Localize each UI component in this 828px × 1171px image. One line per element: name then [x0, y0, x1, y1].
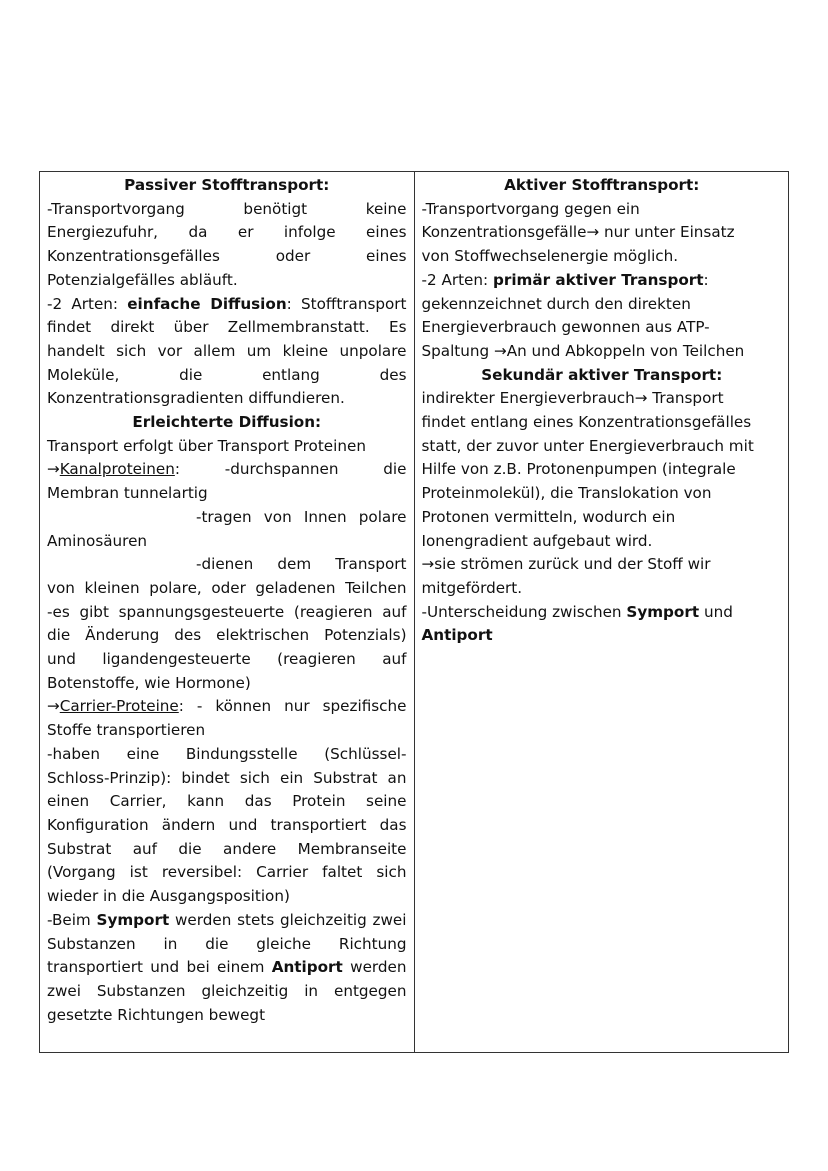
- text-line: findet entlang eines Konzentrationsgefälles: [421, 413, 752, 432]
- text-line: Aminosäuren: [47, 531, 148, 550]
- bold-term-primaer-aktiver-transport: primär aktiver Transport: [492, 270, 704, 289]
- text-line: gekennzeichnet durch den direkten: [421, 294, 691, 313]
- text-segment: und: [699, 602, 733, 621]
- text-line: Hilfe von z.B. Protonenpumpen (integrale: [421, 460, 736, 479]
- text-line: [422, 624, 783, 648]
- text-line: Substrat auf die andere Membranseite: [47, 839, 407, 858]
- text-line: Konzentrationsgradienten diffundieren.: [47, 389, 345, 408]
- text-segment: -Unterscheidung zwischen: [421, 602, 627, 621]
- text-line: Konzentrationsgefälles oder eines: [47, 247, 407, 266]
- bold-term-antiport: Antiport: [271, 958, 343, 977]
- bold-term-symport: Symport: [626, 602, 700, 621]
- text-line: indirekter Energieverbrauch→ Transport: [421, 389, 724, 408]
- text-line: Proteinmolekül), die Translokation von: [421, 484, 712, 503]
- text-line: Potenzialgefälles abläuft.: [47, 270, 238, 289]
- active-transport-column: [415, 172, 789, 1052]
- text-line: mitgefördert.: [421, 578, 523, 597]
- text-line: Konzentrationsgefälle→ nur unter Einsatz: [421, 223, 735, 242]
- text-segment: :: [703, 270, 709, 289]
- active-transport-heading: Aktiver Stofftransport:: [504, 176, 700, 194]
- text-line: Konfiguration ändern und transportiert das: [47, 815, 407, 834]
- passive-transport-column: [40, 172, 415, 1052]
- text-line: Ionengradient aufgebaut wird.: [421, 531, 653, 550]
- text-segment: -2 Arten:: [421, 270, 493, 289]
- text-line: (Vorgang ist reversibel: Carrier faltet sich: [47, 863, 407, 882]
- text-segment: : Stofftransport: [286, 294, 407, 313]
- text-line: gesetzte Richtungen bewegt: [47, 1005, 266, 1024]
- text-line: findet direkt über Zellmembranstatt. Es: [47, 318, 407, 337]
- text-segment: -Beim: [47, 910, 97, 929]
- text-line: -es gibt spannungsgesteuerte (reagieren auf: [47, 602, 407, 621]
- text-line: Energieverbrauch gewonnen aus ATP-: [421, 318, 710, 337]
- text-line: [47, 293, 407, 317]
- passive-transport-heading: Passiver Stofftransport:: [124, 176, 330, 194]
- text-segment: : -durchspannen die: [174, 460, 407, 479]
- text-line: [47, 695, 407, 719]
- text-line: →sie strömen zurück und der Stoff wir: [421, 555, 711, 574]
- text-segment: transportiert und bei einem: [47, 958, 272, 977]
- text-line: wieder in die Ausgangsposition): [47, 887, 290, 906]
- bold-term-einfache-diffusion: einfache Diffusion: [127, 294, 287, 313]
- text-line: von kleinen polare, oder geladenen Teilchen: [47, 578, 407, 597]
- text-line: handelt sich vor allem um kleine unpolare: [47, 341, 407, 360]
- text-line: einen Carrier, kann das Protein seine: [47, 792, 407, 811]
- erleichterte-diffusion-heading: Erleichterte Diffusion:: [132, 413, 322, 432]
- text-line: Transport erfolgt über Transport Proteinen: [47, 436, 366, 455]
- text-line: Substanzen in die gleiche Richtung: [47, 934, 407, 953]
- underlined-term-carrier-proteine: Carrier-Proteine: [59, 697, 179, 716]
- text-line: Spaltung →An und Abkoppeln von Teilchen: [421, 341, 745, 360]
- text-segment: werden: [342, 958, 407, 977]
- text-line: Moleküle, die entlang des: [47, 365, 407, 384]
- arrow-icon: →: [47, 697, 60, 716]
- text-line: Protonen vermitteln, wodurch ein: [421, 507, 676, 526]
- text-line: statt, der zuvor unter Energieverbrauch mit: [421, 436, 754, 455]
- text-line: Schloss-Prinzip): bindet sich ein Substrat an: [47, 768, 407, 787]
- text-line: von Stoffwechselenergie möglich.: [421, 247, 679, 266]
- text-line: Botenstoffe, wie Hormone): [47, 673, 251, 692]
- text-segment: : - können nur spezifische: [178, 697, 407, 716]
- text-line: Energiezufuhr, da er infolge eines: [47, 223, 407, 242]
- bold-term-symport: Symport: [96, 910, 170, 929]
- text-line: zwei Substanzen gleichzeitig in entgegen: [47, 981, 407, 1000]
- underlined-term-kanalproteinen: Kanalproteinen: [59, 460, 175, 479]
- text-line: und ligandengesteuerte (reagieren auf: [47, 650, 407, 669]
- bold-term-antiport: Antiport: [421, 626, 493, 645]
- sekundaer-aktiver-transport-heading: Sekundär aktiver Transport:: [481, 365, 723, 384]
- text-segment: werden stets gleichzeitig zwei: [169, 910, 407, 929]
- text-line: [47, 956, 407, 980]
- text-line: [47, 458, 407, 482]
- text-line: Membran tunnelartig: [47, 484, 208, 503]
- text-line: -Transportvorgang gegen ein: [421, 199, 640, 218]
- text-line: -haben eine Bindungsstelle (Schlüssel-: [47, 744, 407, 763]
- text-line: -tragen von Innen polare: [196, 507, 407, 526]
- text-line: -dienen dem Transport: [196, 555, 407, 574]
- text-line: [47, 909, 407, 933]
- text-line: [422, 601, 783, 625]
- text-line: die Änderung des elektrischen Potenzials): [47, 626, 407, 645]
- text-line: Stoffe transportieren: [47, 721, 206, 740]
- text-line: -Transportvorgang benötigt keine: [47, 199, 407, 218]
- text-line: [422, 269, 783, 293]
- comparison-table: [39, 171, 789, 1053]
- text-segment: -2 Arten:: [47, 294, 128, 313]
- arrow-icon: →: [47, 460, 60, 479]
